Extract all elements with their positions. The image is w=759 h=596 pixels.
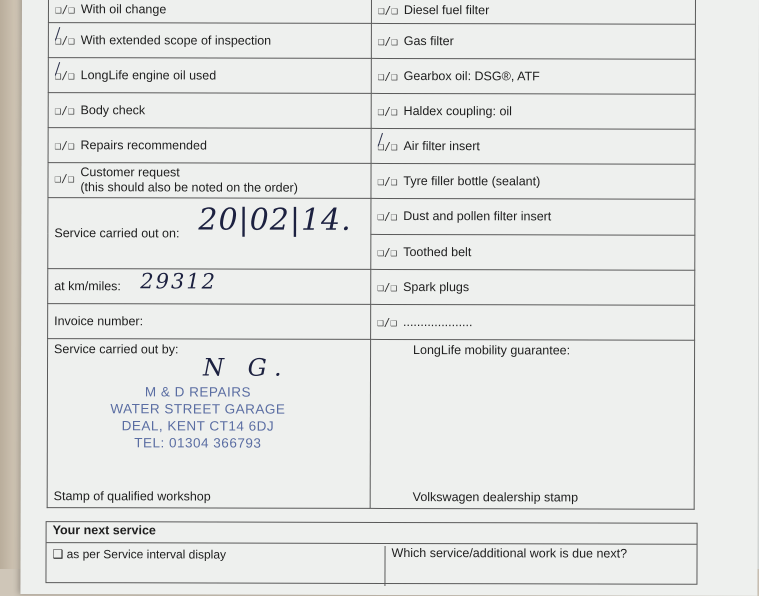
stamp-line: M & D REPAIRS [144, 384, 251, 400]
service-interval-option[interactable]: ❑ as per Service interval display [52, 547, 227, 562]
row-body-check [48, 93, 371, 129]
checkbox-pair[interactable]: ❑/❑ [54, 139, 75, 153]
item-label: Repairs recommended [80, 138, 207, 153]
workshop-stamp [98, 383, 298, 452]
checkbox-pair[interactable]: ❑/❑ [54, 34, 75, 48]
row-tyre-filler [371, 163, 695, 199]
service-date-label: Service carried out on: [54, 226, 180, 241]
handwritten-mileage: 29312 [140, 269, 218, 294]
item-label: Body check [80, 103, 146, 118]
row-longlife-oil [48, 58, 371, 94]
service-date-cell [48, 198, 371, 270]
item-label: Gearbox oil: DSG®, ATF [403, 68, 540, 84]
item-label: Haldex coupling: oil [403, 103, 512, 119]
row-diesel-fuel-filter [371, 0, 695, 24]
checkbox-pair[interactable]: ❑/❑ [377, 245, 398, 259]
checkbox-pair[interactable]: ❑/❑ [54, 172, 75, 186]
mileage-label: at km/miles: [54, 279, 121, 294]
checkbox-pair[interactable]: ❑/❑ [54, 69, 75, 83]
row-gas-filter [371, 23, 695, 59]
row-oil-change [48, 0, 371, 23]
checkbox-pair[interactable]: ❑/❑ [377, 3, 398, 17]
checkbox-pair[interactable]: ❑/❑ [377, 280, 398, 294]
item-label: Gas filter [403, 33, 454, 49]
item-label: .................... [402, 314, 473, 330]
row-extended-inspection [48, 23, 371, 59]
checkbox-pair[interactable]: ❑/❑ [377, 315, 398, 329]
row-repairs-recommended [48, 128, 371, 164]
checkbox-pair[interactable]: ❑/❑ [377, 210, 398, 224]
handwritten-date: 20|02|14. [198, 202, 352, 238]
service-record-page [20, 0, 759, 596]
item-sublabel: (this should also be noted on the order) [80, 180, 298, 195]
checkbox-pair[interactable]: ❑/❑ [377, 69, 398, 83]
service-checklist-table [47, 0, 696, 510]
dealership-stamp-cell [370, 339, 694, 509]
carried-out-by-label: Service carried out by: [54, 342, 179, 357]
item-label: Toothed belt [403, 244, 472, 259]
item-label: Diesel fuel filter [403, 2, 490, 17]
item-label: Customer request [80, 165, 180, 180]
checkbox-pair[interactable]: ❑/❑ [377, 139, 398, 153]
next-service-title: Your next service [47, 522, 697, 545]
checkbox-pair[interactable]: ❑/❑ [377, 104, 398, 118]
item-label: LongLife engine oil used [80, 68, 217, 83]
invoice-cell [48, 304, 371, 340]
item-label: Spark plugs [403, 279, 470, 295]
row-air-filter [371, 128, 695, 164]
item-label: Air filter insert [403, 138, 480, 154]
stamp-line: DEAL, KENT CT14 6DJ [121, 418, 275, 434]
row-customer-request [48, 163, 371, 199]
item-label: With oil change [80, 1, 167, 16]
row-blank-item [371, 304, 695, 340]
workshop-stamp-cell [47, 339, 370, 509]
handwritten-initials: N G. [202, 353, 290, 382]
checkbox-pair[interactable]: ❑/❑ [377, 174, 398, 188]
checkbox-pair[interactable]: ❑/❑ [377, 34, 398, 48]
checkbox-pair[interactable]: ❑/❑ [54, 104, 75, 118]
stamp-line: TEL: 01304 366793 [134, 435, 262, 451]
checkbox-pair[interactable]: ❑/❑ [54, 2, 75, 16]
next-service-section [45, 521, 697, 585]
row-dust-pollen-filter [371, 198, 695, 234]
next-service-row [46, 543, 696, 585]
mobility-guarantee-label: LongLife mobility guarantee: [413, 343, 571, 358]
stamp-line: WATER STREET GARAGE [110, 401, 286, 417]
item-label: With extended scope of inspection [80, 33, 272, 48]
workshop-stamp-label: Stamp of qualified workshop [53, 489, 211, 504]
item-label: Dust and pollen filter insert [403, 209, 552, 224]
invoice-label: Invoice number: [54, 314, 144, 329]
item-label: Tyre filler bottle (sealant) [403, 173, 541, 189]
row-haldex-coupling [371, 93, 695, 129]
row-spark-plugs [371, 269, 695, 305]
row-gearbox-oil [371, 58, 695, 94]
row-toothed-belt [371, 234, 695, 270]
dealership-stamp-label: Volkswagen dealership stamp [412, 490, 579, 505]
next-work-question: Which service/additional work is due next? [384, 546, 627, 587]
mileage-cell [48, 269, 371, 305]
